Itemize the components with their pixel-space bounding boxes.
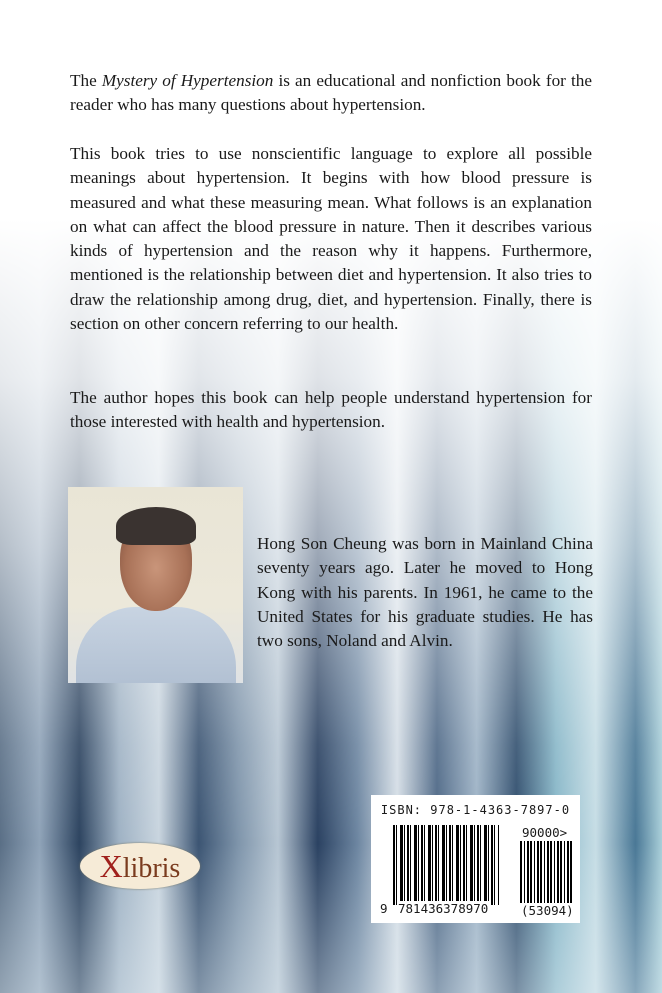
publisher-logo [80,843,200,889]
logo-text: libris [122,853,181,884]
summary-paragraph: This book tries to use nonscientific language to explore all possible meanings about hypertension. It begins with how blood pressure is measured and what these measuring mean. What follows is an explanation on what can affect the blood pressure in nature. Then it describes various kinds of hypertension and the reason why it happens. Furthermore, mentioned is the relationship between diet and hypertension. It also tries to draw the relationship among drug, diet, and hypertension. Finally, there is section on other concern referring to our health. [70,144,592,334]
intro-text: The [70,71,102,90]
author-photo [68,487,243,683]
price-code: (53094) [521,903,574,918]
barcode-digits: 781436378970 [398,901,489,916]
closing-paragraph: The author hopes this book can help people understand hypertension for those interested with health and hypertension. [70,388,592,432]
intro-text: is an educational and nonfiction book for the reader who has many questions about hypertension. [70,71,592,115]
author-bio: Hong Son Cheung was born in Mainland China seventy years ago. Later he moved to Hong Kong with his parents. In 1961, he came to the United States for his graduate studies. He has two sons, Noland and Alvin. [257,534,593,651]
isbn-barcode [371,795,580,923]
book-title: Mystery of Hypertension [101,71,274,90]
logo-x: X [99,848,123,884]
addon-code: 90000> [522,825,568,840]
barcode-bars [393,825,499,905]
lead-digit: 9 [380,901,388,916]
intro-paragraph [70,69,592,118]
isbn-label: ISBN: 978-1-4363-7897-0 [380,803,571,817]
addon-bars [520,841,572,903]
